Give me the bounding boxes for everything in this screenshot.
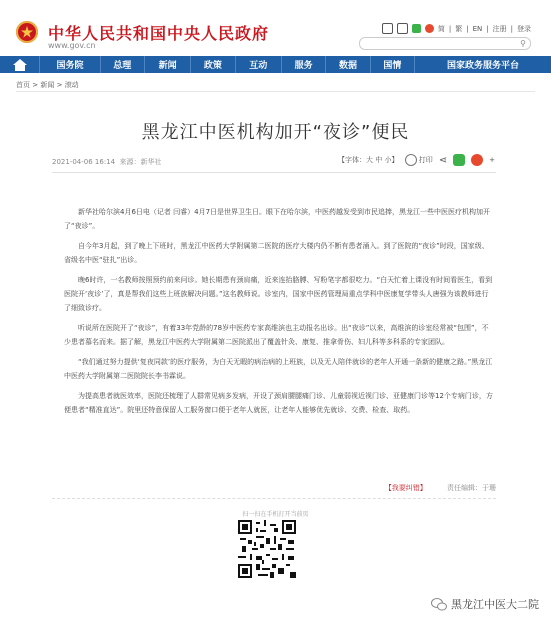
font-small[interactable]: 小 [384,156,392,164]
qr-label: 扫一扫在手机打开当前页 [242,511,309,518]
share-icon[interactable]: ⋖ [438,154,448,166]
print-button[interactable]: 打印 [405,154,433,166]
article-title: 黑龙江中医机构加开“夜诊”便民 [141,122,410,143]
nav-item-news[interactable]: 新闻 [144,56,190,73]
mail-icon[interactable] [382,23,393,34]
national-emblem-icon[interactable] [16,21,38,43]
link-english[interactable]: EN [472,24,483,33]
link-traditional[interactable]: 繁 [455,24,463,33]
font-size-control: 【字体：大 中 小】 [338,156,399,164]
phone-icon[interactable] [397,23,408,34]
responsible-editor: 责任编辑：于珊 [447,484,496,492]
divider [16,91,535,92]
font-large[interactable]: 大 [366,156,374,164]
breadcrumb-home[interactable]: 首页 [16,81,30,89]
nav-home-icon[interactable] [0,56,39,73]
fix-error-link[interactable]: 【我要纠错】 [384,484,427,492]
qr-code [238,520,296,578]
article-paragraph: 听说所在医院开了“夜诊”，有着33年党龄的78岁中医药专家高维滨也主动报名出诊。出“夜诊”以来，高维滨的诊室经常被“包围”，不少患者慕名而来。据了解，黑龙江中医药大学附属第二医院派出了覆盖针灸、康复、推拿骨伤、妇儿科等多科系的专家团队。 [64,324,489,346]
site-url: www.gov.cn [48,41,96,50]
site-header [0,0,551,54]
article-paragraph: 晚6时许，一名教师按照预约前来问诊。她长期患有颈肩痛，近来连抬胳膊、写粉笔字都很吃力。“白天忙着上课没有时间看医生，看到医院开‘夜诊’了，真是帮我们这些上班族解决问题。”这名教师说。诊室内，国家中医药管理局重点学科中医康复学带头人唐强为该教师进行了细致诊疗。 [64,276,493,312]
article-paragraph: “我们通过努力提供‘复夜同款’的医疗服务，为白天无暇的病治病的上班族，以及无人陪伴就诊的老年人开通一条新的健康之路。”黑龙江中医药大学附属第二医院院长李书霖说。 [64,358,493,380]
search-icon[interactable]: ⚲ [520,39,526,48]
print-icon [405,154,417,166]
breadcrumb-current[interactable]: 滚动 [64,81,79,89]
article-body [64,205,494,423]
article-tools [338,154,495,166]
main-nav [0,56,551,73]
article-paragraph: 新华社哈尔滨4月6日电（记者 闫睿）4月7日是世界卫生日。眼下在哈尔滨，中医药越发受到市民追捧，黑龙江一些中医医疗机构加开了“夜诊”。 [64,208,491,230]
nav-item-gov-service-platform[interactable]: 国家政务服务平台 [414,56,551,73]
divider [52,498,496,499]
wechat-share-icon[interactable] [453,154,465,166]
nav-item-national-info[interactable]: 国情 [370,56,414,73]
article-source: 新华社 [140,158,162,166]
article-paragraph: 自今年3月起，到了晚上下班时，黑龙江中医药大学附属第二医院的医疗大楼内仍不断有患者涌入。到了医院的“夜诊”时段，国家级、省级名中医“驻扎”出诊。 [64,242,489,264]
nav-item-service[interactable]: 服务 [281,56,325,73]
more-share-icon[interactable]: + [489,156,495,164]
nav-item-data[interactable]: 数据 [325,56,369,73]
link-login[interactable]: 登录 [517,24,531,33]
font-medium[interactable]: 中 [375,156,383,164]
nav-item-state-council[interactable]: 国务院 [39,56,99,73]
article-paragraph: 为提高患者就医效率，医院还梳理了人群常见病多发病，开设了颈肩腰腿痛门诊、儿童弱视近视门诊、亚健康门诊等12个专病门诊，方便患者“精准直达”。院里还特意保留人工服务窗口便于老年人就医，让老年人能够优先就诊、交费、检查、取药。 [64,392,493,414]
weibo-icon[interactable] [425,24,434,33]
weibo-share-icon[interactable] [471,154,483,166]
site-title[interactable]: 中华人民共和国中央人民政府 [48,24,270,43]
nav-item-policy[interactable]: 政策 [190,56,234,73]
article-date: 2021-04-06 16:14 [52,158,116,166]
nav-item-interaction[interactable]: 互动 [235,56,281,73]
watermark-text: 黑龙江中医大二院 [451,598,539,611]
top-links: 简 | 繁 | EN | 注册 | 登录 [382,23,531,34]
watermark [431,596,539,612]
article-meta: 2021-04-06 16:14 来源：新华社 [52,158,162,166]
breadcrumb: 首页 > 新闻 > 滚动 [16,81,79,89]
link-register[interactable]: 注册 [492,24,507,33]
link-simplified[interactable]: 简 [437,24,445,33]
wechat-watermark-icon [431,598,447,611]
wechat-icon[interactable] [412,24,421,33]
editor-line [0,483,496,493]
divider [52,172,496,173]
search-input[interactable] [359,37,531,50]
nav-item-premier[interactable]: 总理 [100,56,144,73]
breadcrumb-news[interactable]: 新闻 [40,81,55,89]
